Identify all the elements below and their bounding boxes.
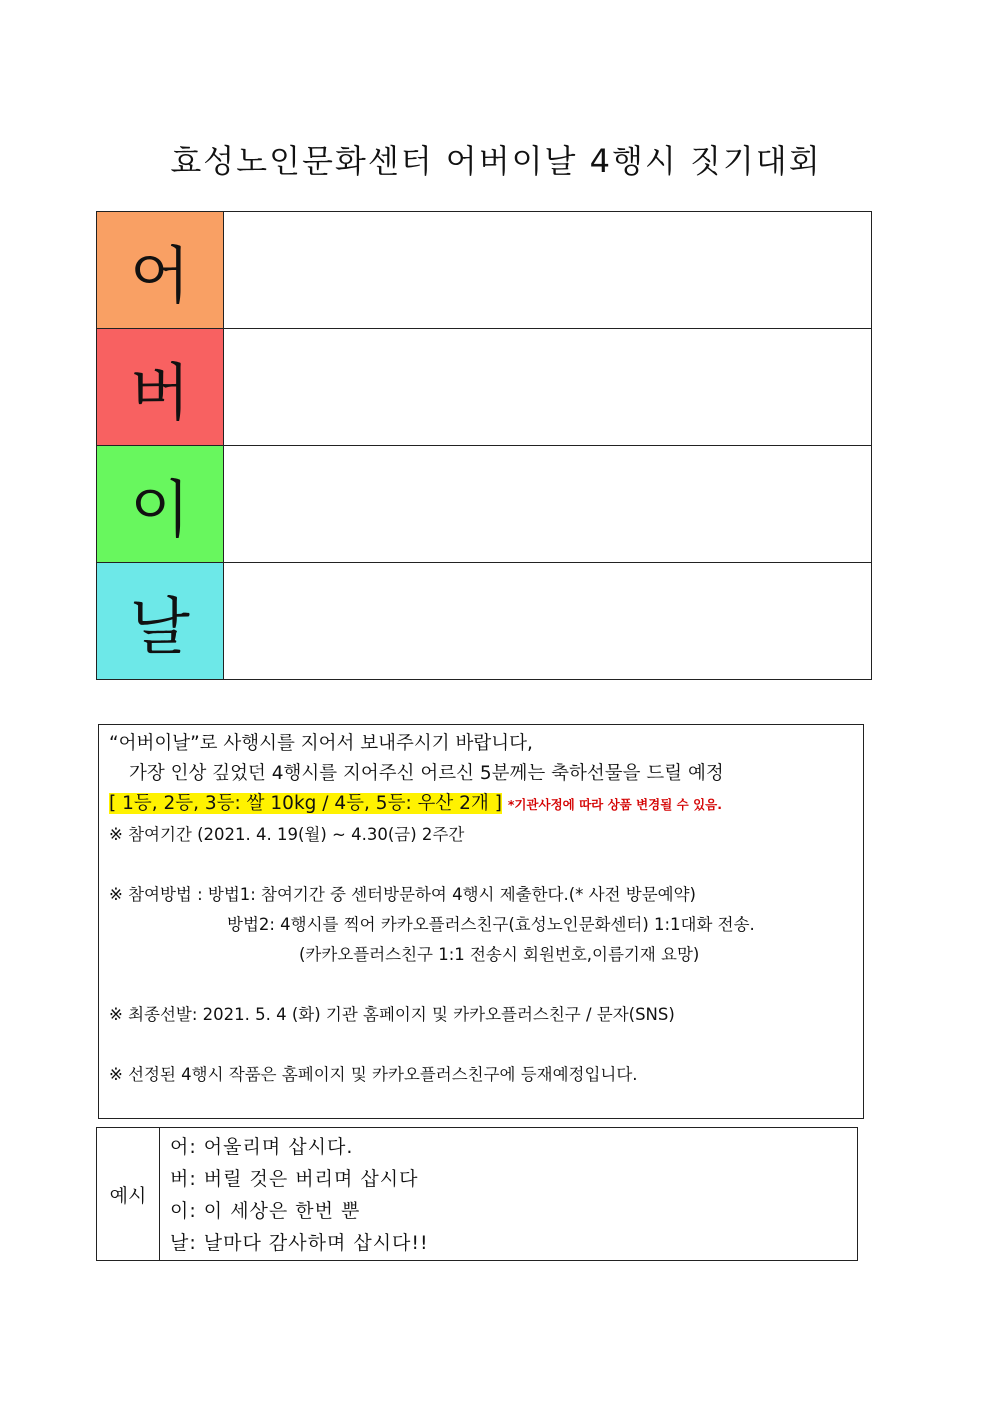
acrostic-answer-cell[interactable] xyxy=(224,329,872,446)
participation-method-1: ※ 참여방법 : 방법1: 참여기간 중 센터방문하여 4행시 제출한다.(* 사전 방문예약) xyxy=(109,885,696,904)
notice-prize-intro: 가장 인상 깊었던 4행시를 지어주신 어르신 5분께는 축하선물을 드릴 예정 xyxy=(129,763,724,784)
participation-method-2: 방법2: 4행시를 찍어 카카오플러스친구(효성노인문화센터) 1:1대화 전송. xyxy=(227,915,755,934)
example-line: 이: 이 세상은 한번 뿐 xyxy=(170,1200,361,1222)
example-label: 예시 xyxy=(97,1128,160,1261)
acrostic-letter: 버 xyxy=(97,329,224,446)
notice-intro: “어버이날”로 사행시를 지어서 보내주시기 바랍니다, xyxy=(109,733,533,754)
acrostic-answer-cell[interactable] xyxy=(224,212,872,329)
acrostic-answer-cell[interactable] xyxy=(224,446,872,563)
example-line: 어: 어울리며 삽시다. xyxy=(170,1136,354,1158)
acrostic-letter: 날 xyxy=(97,563,224,680)
prize-row xyxy=(109,789,853,820)
example-line: 날: 날마다 감사하며 삽시다!! xyxy=(170,1232,429,1254)
participation-period: ※ 참여기간 (2021. 4. 19(월) ~ 4.30(금) 2주간 xyxy=(109,825,465,844)
acrostic-row xyxy=(97,563,872,680)
acrostic-answer-cell[interactable] xyxy=(224,563,872,680)
prize-list: [ 1등, 2등, 3등: 쌀 10kg / 4등, 5등: 우산 2개 ] xyxy=(109,793,502,814)
example-line: 버: 버릴 것은 버리며 삽시다 xyxy=(170,1168,419,1190)
acrostic-letter: 어 xyxy=(97,212,224,329)
publication-notice: ※ 선정된 4행시 작품은 홈페이지 및 카카오플러스친구에 등재예정입니다. xyxy=(109,1065,638,1084)
final-selection: ※ 최종선발: 2021. 5. 4 (화) 기관 홈페이지 및 카카오플러스친구 / 문자(SNS) xyxy=(109,1005,675,1024)
acrostic-row xyxy=(97,212,872,329)
notice-box xyxy=(98,724,864,1119)
acrostic-letter: 이 xyxy=(97,446,224,563)
acrostic-row xyxy=(97,329,872,446)
acrostic-row xyxy=(97,446,872,563)
example-lines xyxy=(160,1128,858,1261)
acrostic-table xyxy=(96,211,872,680)
participation-method-2-note: (카카오플러스친구 1:1 전송시 회원번호,이름기재 요망) xyxy=(299,945,700,964)
page-title: 효성노인문화센터 어버이날 4행시 짓기대회 xyxy=(170,142,822,180)
prize-note: *기관사정에 따라 상품 변경될 수 있음. xyxy=(507,797,722,812)
example-table xyxy=(96,1127,858,1261)
